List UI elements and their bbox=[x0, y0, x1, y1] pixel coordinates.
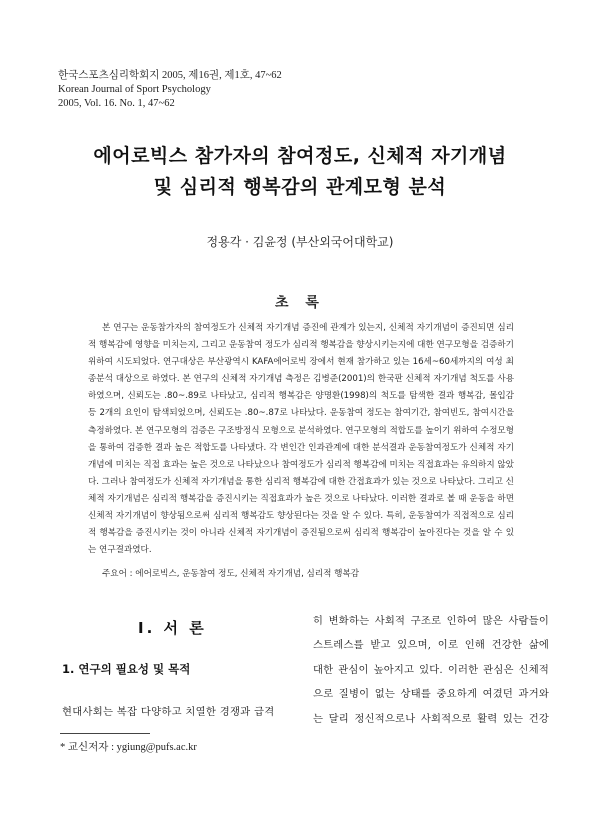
right-column-paragraph bbox=[313, 609, 549, 731]
keywords-line: 주요어 : 에어로빅스, 운동참여 정도, 신체적 자기개념, 심리적 행복감 bbox=[102, 569, 360, 579]
right-column-line: 스트레스를 받고 있으며, 이로 인해 건강한 삶에 bbox=[313, 639, 549, 652]
abstract-body: 본 연구는 운동참가자의 참여정도가 신체적 자기개념 증진에 관계가 있는지, 신체적 자기개념이 증진되면 심리적 행복감에 영향을 미치는지, 그리고 운동참여 정도가 심리적 행복감을 향상시키는지에 대한 연구모형을 검증하기 위하여 시도되었다. 연구대상은 부산광역시 KAFA에어로빅 장에서 현재 참가하고 있는 16세~60세까지의 여성 최종분석 대상으로 하였다. 본 연구의 신체적 자기개념 측정은 김병준(2001)의 한국판 신체적 자기개념 척도를 사용하였으며, 신뢰도는 .80~.89로 나타났고, 심리적 행복감은 양명환(1998)의 척도를 탐색한 결과 행복감, 몰입감 등 2개의 요인이 탐색되었으며, 신뢰도는 .80~.87로 나타났다. 운동참여 정도는 참여기간, 참여빈도, 참여시간을 측정하였다. 본 연구모형의 검증은 구조방정식 모형으로 분석하였다. 연구모형의 적합도를 높이기 위하여 수정모형을 통하여 검증한 결과 높은 적합도를 나타냈다. 각 변인간 인과관계에 대한 분석결과 운동참여정도가 신체적 자기개념에 미치는 직접 효과는 높은 것으로 나타났으나 참여정도가 심리적 행복감에 미치는 직접효과는 유의하지 않았다. 그러나 참여정도가 신체적 자기개념을 통한 심리적 행복감에 대한 간접효과가 있는 것으로 나타났다. 그리고 신체적 자기개념은 심리적 행복감을 증진시키는 직접효과가 높은 것으로 나타났다. 이러한 결과로 볼 때 운동을 하면 신체적 자기개념이 향상됨으로써 심리적 행복감도 향상된다는 것을 알 수 있다. 특히, 운동참여가 직접적으로 심리적 행복감을 증진시키는 것이 아니라 신체적 자기개념이 증진됨으로써 심리적 행복감이 높아진다는 것을 알 수 있는 연구결과였다. bbox=[88, 323, 514, 556]
author-line: 정용각 · 김윤정 (부산외국어대학교) bbox=[206, 235, 394, 249]
right-column-line: 는 달리 정신적으로나 사회적으로 활력 있는 건강 bbox=[313, 712, 549, 725]
paper-title bbox=[0, 141, 600, 203]
journal-header-english: Korean Journal of Sport Psychology bbox=[58, 84, 211, 95]
subsection-heading: 1. 연구의 필요성 및 목적 bbox=[62, 662, 191, 676]
footnote-divider bbox=[60, 733, 150, 734]
right-column-line: 히 변화하는 사회적 구조로 인하여 많은 사람들이 bbox=[313, 615, 549, 627]
right-column-line: 대한 관심이 높아지고 있다. 이러한 관심은 신체적 bbox=[313, 663, 549, 676]
section-heading-introduction: I. 서 론 bbox=[138, 619, 207, 637]
right-column-line: 으로 질병이 없는 상태를 중요하게 여겼던 과거와 bbox=[313, 688, 549, 701]
paper-title-line1: 에어로빅스 참가자의 참여정도, 신체적 자기개념 bbox=[93, 145, 507, 167]
journal-header bbox=[58, 69, 282, 111]
journal-header-volume: 2005, Vol. 16. No. 1, 47~62 bbox=[58, 98, 175, 109]
footnote-corresponding-author: * 교신저자 : ygiung@pufs.ac.kr bbox=[60, 742, 197, 753]
abstract-heading: 초 록 bbox=[275, 295, 325, 311]
paper-title-line2: 및 심리적 행복감의 관계모형 분석 bbox=[153, 176, 447, 198]
left-column-paragraph: 현대사회는 복잡 다양하고 치열한 경쟁과 급격 bbox=[62, 706, 275, 718]
journal-header-korean: 한국스포츠심리학회지 2005, 제16권, 제1호, 47~62 bbox=[58, 70, 282, 81]
